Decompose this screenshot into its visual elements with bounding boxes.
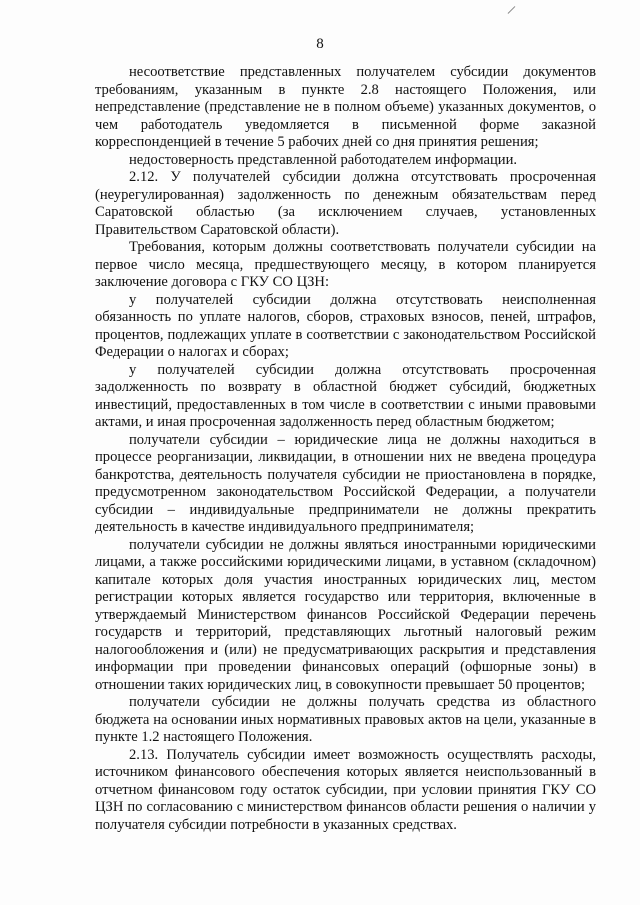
paragraph-2-13: 2.13. Получатель субсидии имеет возможность осуществлять расходы, источником финансового обеспечения которых является неиспользованный в отчетном финансовом году остаток субсидии, при условии принятия ГКУ СО ЦЗН по согласованию с министерством финансов области решения о наличии у получателя субсидии потребности в указанных средствах. (95, 746, 596, 833)
paragraph-tax-obligations: у получателей субсидии должна отсутствовать неисполненная обязанность по уплате налогов, сборов, страховых взносов, пеней, штрафов, процентов, подлежащих уплате в соответствии с законодательством Российской Федерации о налогах и сборах; (95, 291, 596, 360)
paragraph-nonconformity: несоответствие представленных получателем субсидии документов требованиям, указанным в пункте 2.8 настоящего Положения, или непредставление (представление не в полном объеме) указанных документов, о чем работодатель уведомляется в письменной форме заказной корреспонденцией в течение 5 рабочих дней со дня принятия решения; (95, 64, 596, 150)
scan-mark (508, 6, 523, 21)
paragraph-reorganization: получатели субсидии – юридические лица не должны находиться в процессе реорганизации, ликвидации, в отношении них не введена процедура банкротства, деятельность получателя субсидии не приостановлена в порядке, предусмотренном законодательством Российской Федерации, а получатели субсидии – индивидуальные предприниматели не должны прекратить деятельность в качестве индивидуального предпринимателя; (95, 431, 596, 535)
paragraph-requirements: Требования, которым должны соответствовать получатели субсидии на первое число месяца, предшествующего месяцу, в котором планируется заключение договора с ГКУ СО ЦЗН: (95, 239, 596, 290)
paragraph-2-12: 2.12. У получателей субсидии должна отсутствовать просроченная (неурегулированная) задолженность по денежным обязательствам перед Саратовской областью (за исключением случаев, установленных Правительством Саратовской области). (95, 169, 596, 238)
paragraph-other-funds: получатели субсидии не должны получать средства из областного бюджета на основании иных нормативных правовых актов на цели, указанные в пункте 1.2 настоящего Положения. (95, 694, 596, 745)
paragraph-budget-debt: у получателей субсидии должна отсутствовать просроченная задолженность по возврату в областной бюджет субсидий, бюджетных инвестиций, предоставленных в том числе в соответствии с иными правовыми актами, и иная просроченная задолженность перед областным бюджетом; (95, 361, 596, 430)
page-number: 8 (316, 36, 324, 52)
paragraph-foreign-entities: получатели субсидии не должны являться иностранными юридическими лицами, а также российскими юридическими лицами, в уставном (складочном) капитале которых доля участия иностранных юридических лиц, местом регистрации которых является государство или территория, включенные в утверждаемый Министерством финансов Российской Федерации перечень государств и территорий, представляющих льготный налоговый режим налогообложения и (или) не предусматривающих раскрытия и представления информации при проведении финансовых операций (офшорные зоны) в отношении таких юридических лиц, в совокупности превышает 50 процентов; (95, 536, 596, 693)
document-body (95, 64, 596, 834)
paragraph-unreliable-info: недостоверность представленной работодателем информации. (129, 151, 518, 168)
